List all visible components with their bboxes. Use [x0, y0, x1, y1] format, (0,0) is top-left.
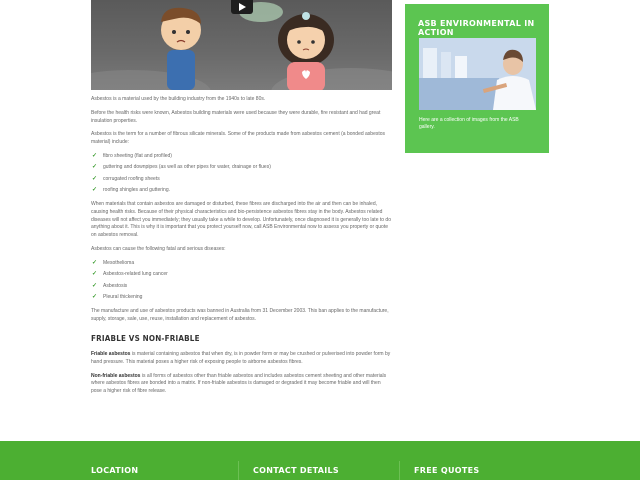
play-button[interactable] — [231, 0, 253, 14]
gallery-title: ASB ENVIRONMENTAL IN ACTION — [418, 19, 535, 37]
ban-paragraph: The manufacture and use of asbestos products was banned in Australia from 31 December 2003. This ban applies to the manufacture, supply, storage, sale, use, reuse, installation and replacement of asbestos. — [91, 307, 389, 322]
boy-illustration — [161, 8, 201, 90]
list-item: ✓ Mesothelioma — [92, 259, 135, 266]
check-icon: ✓ — [92, 175, 98, 182]
history-paragraph: Before the health risks were known, Asbestos building materials were used because they were durable, fire resistant and had great insulation properties. — [91, 109, 381, 124]
check-icon: ✓ — [92, 259, 98, 266]
list-item: ✓ roofing shingles and guttering. — [92, 187, 170, 194]
gallery-widget — [405, 4, 549, 153]
video-player[interactable] — [91, 0, 392, 90]
diseases-intro: Asbestos can cause the following fatal and serious diseases: — [91, 245, 226, 252]
check-icon: ✓ — [92, 152, 98, 159]
list-item: ✓ Pleural thickening — [92, 293, 143, 300]
footer-divider — [238, 461, 239, 480]
lab-photo-image — [419, 38, 536, 110]
gallery-caption: Here are a collection of images from the ASB gallery. — [419, 117, 519, 130]
friable-paragraph: Friable asbestos is material containing asbestos that when dry, is in powder form or may be crushed or pulverised into powder form by hand pressure. This material poses a higher risk of exposing people to airborne asbestos fibres. — [91, 351, 391, 365]
products-list — [91, 153, 392, 195]
intro-paragraph: Asbestos is a material used by the building industry from the 1940s to late 80s. — [91, 96, 266, 102]
check-icon: ✓ — [92, 187, 98, 194]
list-item: ✓ guttering and downpipes (as well as other pipes for water, drainage or flues) — [92, 164, 271, 171]
section-heading: FRIABLE VS NON-FRIABLE — [91, 334, 200, 344]
play-icon — [238, 3, 246, 11]
check-icon: ✓ — [92, 282, 98, 289]
site-footer — [0, 441, 640, 480]
list-item: ✓ Asbestosis — [92, 282, 128, 289]
footer-divider — [399, 461, 400, 480]
list-item: ✓ Asbestos-related lung cancer — [92, 271, 168, 278]
footer-quotes-heading: FREE QUOTES — [414, 466, 480, 475]
check-icon: ✓ — [92, 293, 98, 300]
footer-contact-heading: CONTACT DETAILS — [253, 466, 339, 475]
footer-location-heading: LOCATION — [91, 466, 139, 475]
check-icon: ✓ — [92, 271, 98, 278]
nonfriable-paragraph: Non-friable asbestos is all forms of asbestos other than friable asbestos and includes asbestos cement sheeting and other materials where asbestos fibres are bonded into a matrix. If non-friable asbestos is damaged or degraded it may become friable and will then pose a higher risk of fibre release. — [91, 372, 387, 395]
article-content — [91, 96, 392, 402]
list-item: ✓ corrugated roofing sheets — [92, 175, 160, 182]
nonfriable-term: Non-friable asbestos — [91, 372, 141, 379]
friable-term: Friable asbestos — [91, 351, 131, 358]
health-risk-paragraph: When materials that contain asbestos are damaged or disturbed, these fibres are discharged into the air and then can be inhaled, causing health risks. Because of their physical characteristics and bio-persistence asbestos fibres stay in the body. Asbestos related diseases will not affect you immediately; they usually take a while to develop. Unfortunately, once diagnosed it is generally too late to do anything about it. This is why it is important that you protect yourself now, call ASB Environmental now to assess you property or quote on asbestos removal. — [91, 200, 391, 239]
check-icon: ✓ — [92, 164, 98, 171]
gallery-photo[interactable] — [419, 38, 536, 110]
list-item: ✓ fibro sheeting (flat and profiled) — [92, 152, 172, 159]
definition-paragraph: Asbestos is the term for a number of fibrous silicate minerals. Some of the products made from asbestos cement (a bonded asbestos material) include: — [91, 131, 386, 146]
diseases-list — [91, 260, 392, 302]
